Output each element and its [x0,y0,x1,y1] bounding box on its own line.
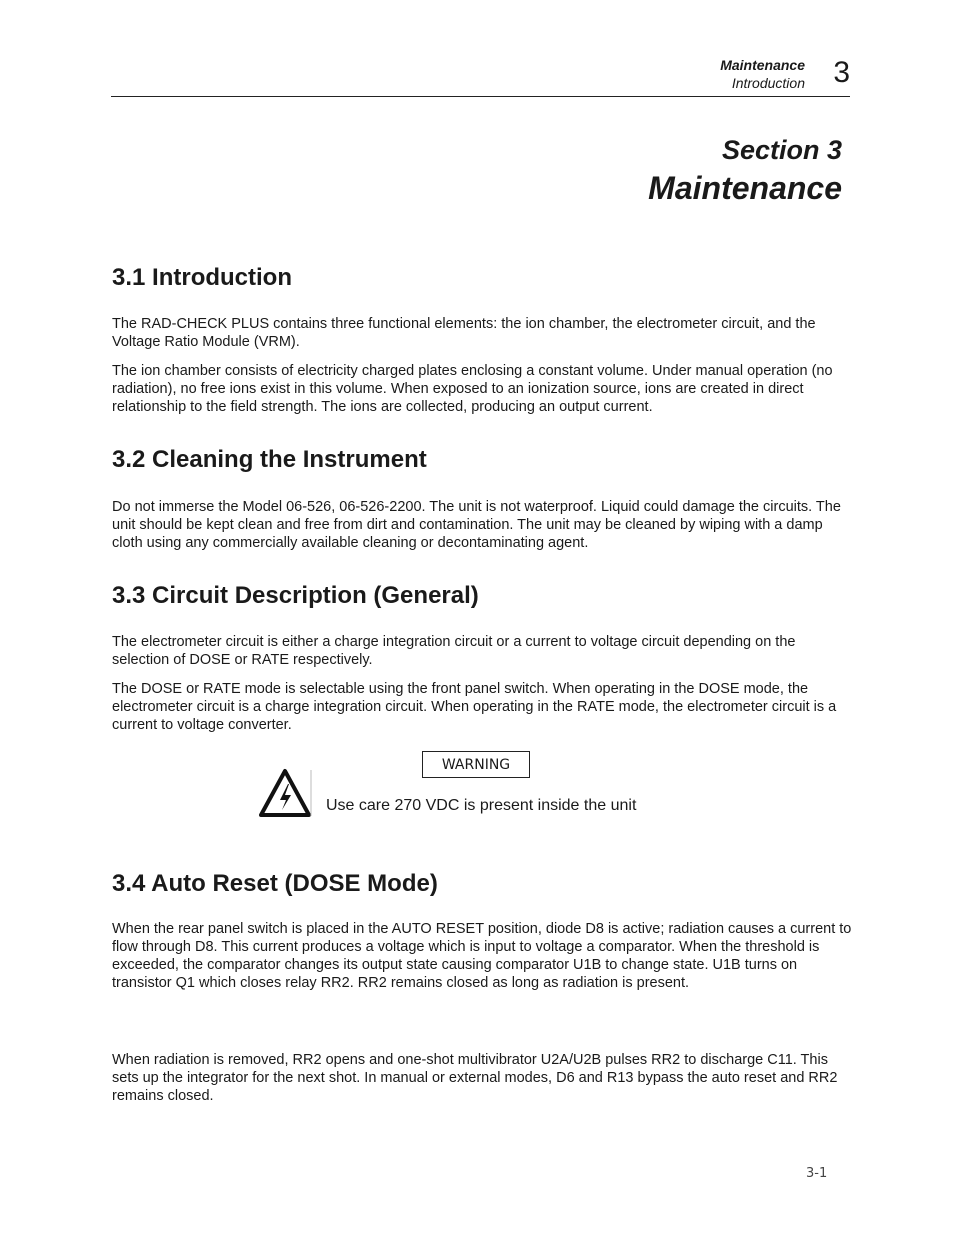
heading-circuit-description: 3.3 Circuit Description (General) [112,582,479,609]
paragraph: When the rear panel switch is placed in the AUTO RESET position, diode D8 is active; radiation causes a current to flow through D8. This current produces a voltage which is input to voltage a comparator. When the threshold is exceeded, the comparator changes its output state causing comparator U1B to change state. U1B turns on transistor Q1 which closes relay RR2. RR2 remains closed as long as radiation is present. [112,921,852,991]
heading-auto-reset: 3.4 Auto Reset (DOSE Mode) [112,870,438,897]
heading-cleaning: 3.2 Cleaning the Instrument [112,446,427,473]
paragraph: The RAD-CHECK PLUS contains three functional elements: the ion chamber, the electrometer circuit, and the Voltage Ratio Module (VRM). [112,316,816,350]
header-rule [111,96,850,97]
running-head-text [720,56,805,92]
heading-introduction: 3.1 Introduction [112,264,292,291]
paragraph: The electrometer circuit is either a charge integration circuit or a current to voltage circuit depending on the selection of DOSE or RATE respectively. [112,634,796,668]
running-head [550,56,850,92]
warning-text: Use care 270 VDC is present inside the unit [326,797,637,814]
warning-label: WARNING [422,751,530,778]
running-head-topic: Introduction [731,75,805,91]
paragraph: When radiation is removed, RR2 opens and one-shot multivibrator U2A/U2B pulses RR2 to discharge C11. This sets up the integrator for the next shot. In manual or external modes, D6 and R13 bypass the auto reset and RR2 remains closed. [112,1052,838,1104]
section-name: Maintenance [648,170,842,206]
page-number: 3-1 [806,1166,828,1181]
high-voltage-icon [258,768,312,818]
paragraph: Do not immerse the Model 06-526, 06-526-2200. The unit is not waterproof. Liquid could damage the circuits. The unit should be kept clean and free from dirt and contamination. The unit may be cleaned by wiping with a damp cloth using any commercially available cleaning or decontaminating agent. [112,499,841,551]
section-title [648,133,842,209]
section-label: Section 3 [721,135,842,165]
running-head-section: Maintenance [720,57,805,73]
paragraph: The ion chamber consists of electricity charged plates enclosing a constant volume. Under manual operation (no radiation), no free ions exist in this volume. When exposed to an ionization source, ions are created in direct relationship to the field strength. The ions are collected, producing an output current. [112,363,833,415]
paragraph: The DOSE or RATE mode is selectable using the front panel switch. When operating in the DOSE mode, the electrometer circuit is a charge integration circuit. When operating in the RATE mode, the electrometer circuit is a current to voltage converter. [112,681,837,733]
chapter-number: 3 [833,56,850,89]
